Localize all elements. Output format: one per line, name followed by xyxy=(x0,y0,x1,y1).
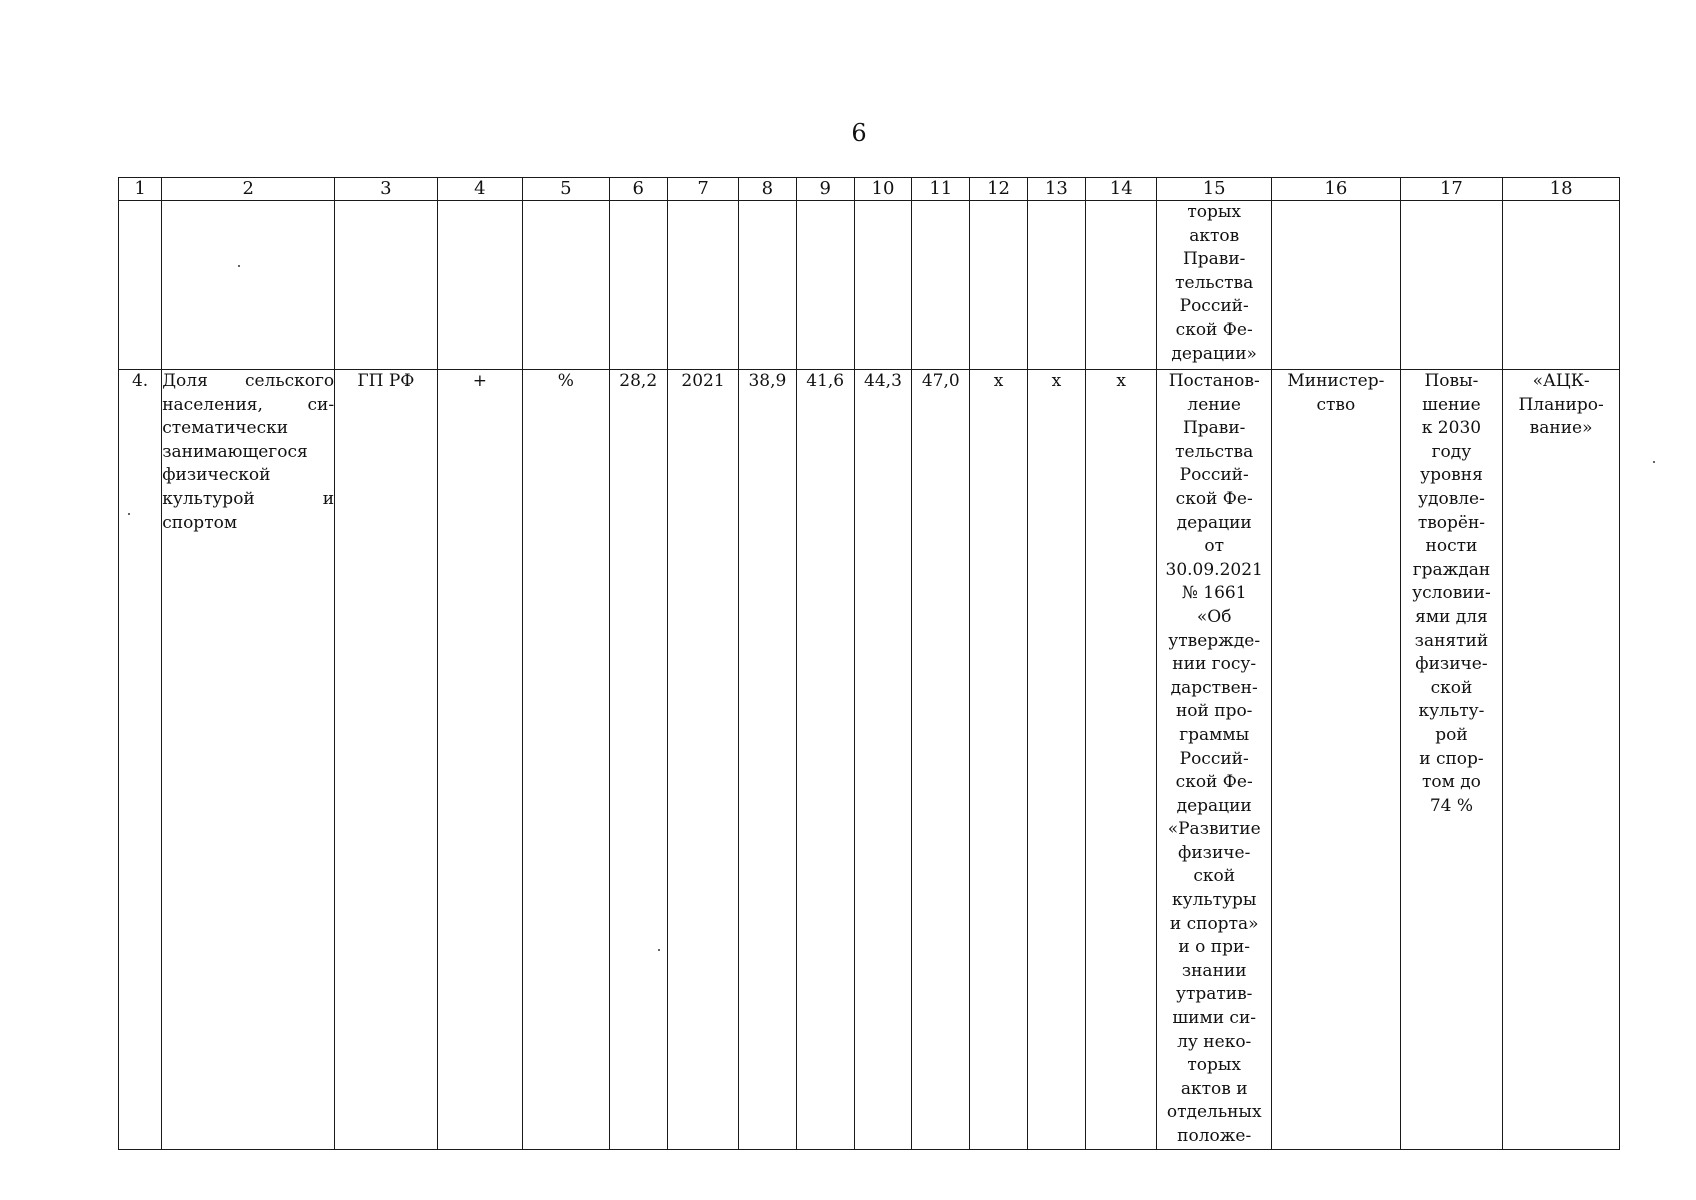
header-cell: 6 xyxy=(609,178,667,201)
row-number: 4. xyxy=(119,370,162,1150)
table-cell xyxy=(523,201,609,370)
responsible-body: Министер- ство xyxy=(1272,370,1401,1150)
table-cell xyxy=(739,201,796,370)
header-cell: 7 xyxy=(667,178,738,201)
scan-speck xyxy=(658,949,660,951)
table-cell xyxy=(1027,201,1085,370)
value-col-12: x xyxy=(970,370,1027,1150)
header-cell: 1 xyxy=(119,178,162,201)
header-cell: 16 xyxy=(1272,178,1401,201)
table-cell xyxy=(335,201,438,370)
indicator-name: Доля сельского населения, си-стематически занимающегося физической культурой и спортом xyxy=(162,370,335,1150)
header-cell: 13 xyxy=(1027,178,1085,201)
table-cell xyxy=(667,201,738,370)
base-value: 28,2 xyxy=(609,370,667,1150)
indicator-direction: + xyxy=(437,370,522,1150)
table-cell xyxy=(162,201,335,370)
continuation-row xyxy=(119,201,1620,370)
table-cell xyxy=(1503,201,1620,370)
table-cell xyxy=(1400,201,1503,370)
table-cell xyxy=(796,201,854,370)
indicator-unit: % xyxy=(523,370,609,1150)
header-cell: 14 xyxy=(1086,178,1157,201)
table-cell xyxy=(119,201,162,370)
header-cell: 5 xyxy=(523,178,609,201)
header-cell: 2 xyxy=(162,178,335,201)
table-header-row xyxy=(119,178,1620,201)
value-col-9: 41,6 xyxy=(796,370,854,1150)
table-cell xyxy=(437,201,522,370)
header-cell: 12 xyxy=(970,178,1027,201)
regulatory-document: Постанов- ление Прави- тельства Россий- ской Фе- дерации от 30.09.2021 № 1661 «Об утвержде- нии госу- дарствен- ной про- граммы Россий- ской Фе- дерации «Развитие физиче- ской культуры и спорта» и о при- знании утратив- шими си- лу неко- торых актов и отдельных положе- xyxy=(1157,370,1272,1150)
value-col-10: 44,3 xyxy=(854,370,911,1150)
information-system: «АЦК- Планиро- вание» xyxy=(1503,370,1620,1150)
table-cell xyxy=(609,201,667,370)
header-cell: 11 xyxy=(912,178,970,201)
value-col-8: 38,9 xyxy=(739,370,796,1150)
value-col-13: x xyxy=(1027,370,1085,1150)
header-cell: 4 xyxy=(437,178,522,201)
value-col-14: x xyxy=(1086,370,1157,1150)
header-cell: 15 xyxy=(1157,178,1272,201)
table-cell xyxy=(1086,201,1157,370)
table-cell xyxy=(970,201,1027,370)
value-col-11: 47,0 xyxy=(912,370,970,1150)
continued-document-text: торых актов Прави- тельства Россий- ской Фе- дерации» xyxy=(1157,201,1272,370)
scan-speck xyxy=(238,265,240,267)
scan-speck xyxy=(128,513,130,515)
table-cell xyxy=(854,201,911,370)
header-cell: 17 xyxy=(1400,178,1503,201)
indicators-table xyxy=(118,177,1620,1150)
scan-speck xyxy=(1653,461,1655,463)
indicator-source: ГП РФ xyxy=(335,370,438,1150)
table-row-4 xyxy=(119,370,1620,1150)
target-goal: Повы- шение к 2030 году уровня удовле- творён- ности граждан условии- ями для занятий физиче- ской культу- рой и спор- том до 74 % xyxy=(1400,370,1503,1150)
table-cell xyxy=(1272,201,1401,370)
header-cell: 3 xyxy=(335,178,438,201)
header-cell: 10 xyxy=(854,178,911,201)
page-number: 6 xyxy=(851,119,867,147)
base-year: 2021 xyxy=(667,370,738,1150)
header-cell: 8 xyxy=(739,178,796,201)
table-cell xyxy=(912,201,970,370)
header-cell: 18 xyxy=(1503,178,1620,201)
header-cell: 9 xyxy=(796,178,854,201)
